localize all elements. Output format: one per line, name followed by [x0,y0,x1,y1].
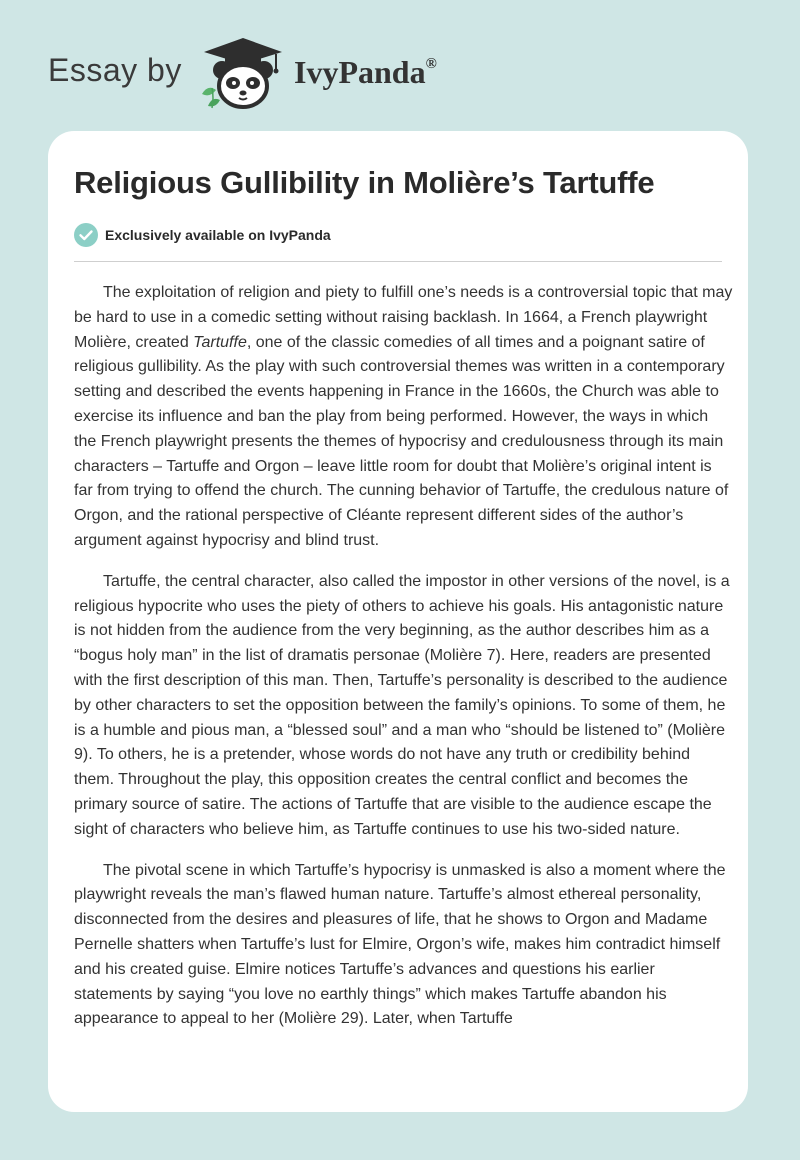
play-title-italic: Tartuffe [193,333,247,351]
exclusive-badge-text: Exclusively available on IvyPanda [105,227,331,243]
paragraph-1: The exploitation of religion and piety to fulfill one’s needs is a controversial topic that may be hard to use in a comedic setting without raising backlash. In 1664, a French playwright Molière, created Tartuffe, one of the classic comedies of all times and a poignant satire of religious gullibility. As the play with such controversial themes was written in a contemporary setting and described the events happening in France in the 1660s, the Church was able to exercise its influence and ban the play from being performed. However, the ways in which the French playwright presents the themes of hypocrisy and credulousness through its main characters – Tartuffe and Orgon – leave little room for doubt that Molière’s original intent is far from trying to offend the church. The cunning behavior of Tartuffe, the credulous nature of Orgon, and the rational perspective of Cléante represent different sides of the author’s argument against hypocrisy and blind trust. [74,284,733,549]
registered-mark: ® [425,56,437,72]
panda-graduate-icon[interactable] [198,34,288,110]
paragraph-2: Tartuffe, the central character, also called the impostor in other versions of the novel, is a religious hypocrite who uses the piety of others to achieve his goals. His antagonistic nature is not hidden from the audience from the very beginning, as the author describes him as a “bogus holy man” in the list of dramatis personae (Molière 7). Here, readers are presented with the first description of this man. Then, Tartuffe’s personality is described to the audience by other characters to set the opposition between the family’s opinions. To some of them, he is a humble and pious man, a “blessed soul” and a man who “should be listened to” (Molière 9). To others, he is a pretender, whose words do not have any truth or credibility behind them. Throughout the play, this opposition creates the central conflict and becomes the primary source of satire. The actions of Tartuffe that are visible to the audience escape the sight of characters who believe him, as Tartuffe continues to use his two-sided nature. [74,572,730,838]
divider [74,261,722,262]
brand-name[interactable]: IvyPanda® [294,54,437,90]
site-header [48,34,508,114]
essay-card [48,131,748,1112]
paragraph-3: The pivotal scene in which Tartuffe’s hypocrisy is unmasked is also a moment where the playwright reveals the man’s flawed human nature. Tartuffe’s almost ethereal personality, disconnected from the desires and pleasures of life, that he shows to Orgon and Madame Pernelle shatters when Tartuffe’s lust for Elmire, Orgon’s wife, makes him contradict himself and his created guise. Elmire notices Tartuffe’s advances and questions his earlier statements by saying “you love no earthly things” which makes Tartuffe abandon his appearance to appeal to her (Molière 29). Later, when Tartuffe [74,861,726,1028]
exclusive-badge [74,223,331,247]
check-circle-icon [74,223,98,247]
essay-title: Religious Gullibility in Molière’s Tartuffe [74,165,655,200]
essay-body [74,281,734,1048]
essay-by-label: Essay by [48,52,182,88]
